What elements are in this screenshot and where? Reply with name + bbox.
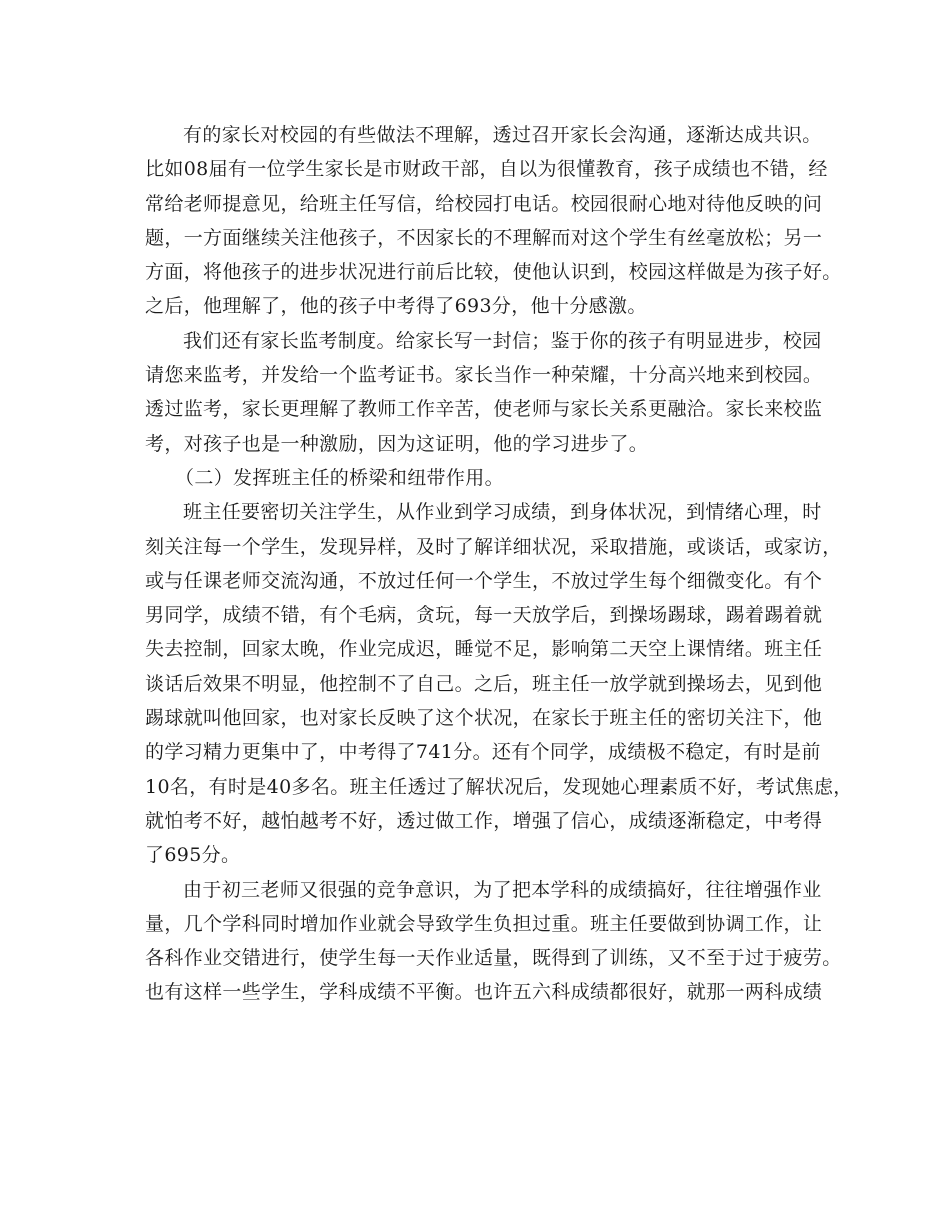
text-line: 常给老师提意见，给班主任写信，给校园打电话。校园很耐心地对待他反映的问 [145, 192, 823, 215]
text-line: 就怕考不好，越怕越考不好，透过做工作，增强了信心，成绩逐渐稳定，中考得 [145, 809, 823, 832]
text-line: 刻关注每一个学生，发现异样，及时了解详细状况，采取措施，或谈话，或家访， [145, 535, 842, 558]
text-line: 之后，他理解了，他的孩子中考得了693分，他十分感激。 [145, 295, 647, 318]
text-line: 男同学，成绩不错，有个毛病，贪玩，每一天放学后，到操场踢球，踢着踢着就 [145, 604, 823, 627]
text-line: 失去控制，回家太晚，作业完成迟，睡觉不足，影响第二天空上课情绪。班主任 [145, 638, 823, 661]
text-line: 的学习精力更集中了，中考得了741分。还有个同学，成绩极不稳定，有时是前 [145, 741, 821, 764]
text-line: 比如08届有一位学生家长是市财政干部，自以为很懂教育，孩子成绩也不错，经 [145, 158, 828, 181]
text-line: 也有这样一些学生，学科成绩不平衡。也许五六科成绩都很好，就那一两科成绩 [145, 981, 823, 1004]
document-body [145, 118, 853, 1010]
text-line: 方面，将他孩子的进步状况进行前后比较，使他认识到，校园这样做是为孩子好。 [145, 261, 842, 284]
text-line: 班主任要密切关注学生，从作业到学习成绩，到身体状况，到情绪心理，时 [183, 501, 822, 524]
text-line: 考，对孩子也是一种激励，因为这证明，他的学习进步了。 [145, 432, 649, 455]
text-line: 量，几个学科同时增加作业就会导致学生负担过重。班主任要做到协调工作，让 [145, 912, 823, 935]
section-heading: （二）发挥班主任的桥梁和纽带作用。 [175, 466, 504, 489]
text-line: 了695分。 [145, 844, 241, 867]
text-line: 谈话后效果不明显，他控制不了自己。之后，班主任一放学就到操场去，见到他 [145, 672, 823, 695]
text-line: 有的家长对校园的有些做法不理解，透过召开家长会沟通，逐渐达成共识。 [183, 124, 822, 146]
text-line: 题，一方面继续关注他孩子，不因家长的不理解而对这个学生有丝毫放松；另一 [145, 226, 823, 249]
text-line: 踢球就叫他回家，也对家长反映了这个状况，在家长于班主任的密切关注下，他 [145, 707, 823, 730]
text-line: 由于初三老师又很强的竞争意识，为了把本学科的成绩搞好，往往增强作业 [183, 878, 822, 901]
text-line: 10名，有时是40多名。班主任透过了解状况后，发现她心理素质不好，考试焦虑， [145, 775, 853, 798]
text-line: 各科作业交错进行，使学生每一天作业适量，既得到了训练，又不至于过于疲劳。 [145, 947, 842, 970]
text-line: 或与任课老师交流沟通，不放过任何一个学生，不放过学生每个细微变化。有个 [145, 569, 823, 592]
text-line: 透过监考，家长更理解了教师工作辛苦，使老师与家长关系更融洽。家长来校监 [145, 398, 823, 421]
text-line: 请您来监考，并发给一个监考证书。家长当作一种荣耀，十分高兴地来到校园。 [145, 364, 823, 387]
text-line: 我们还有家长监考制度。给家长写一封信；鉴于你的孩子有明显进步，校园 [183, 329, 822, 352]
